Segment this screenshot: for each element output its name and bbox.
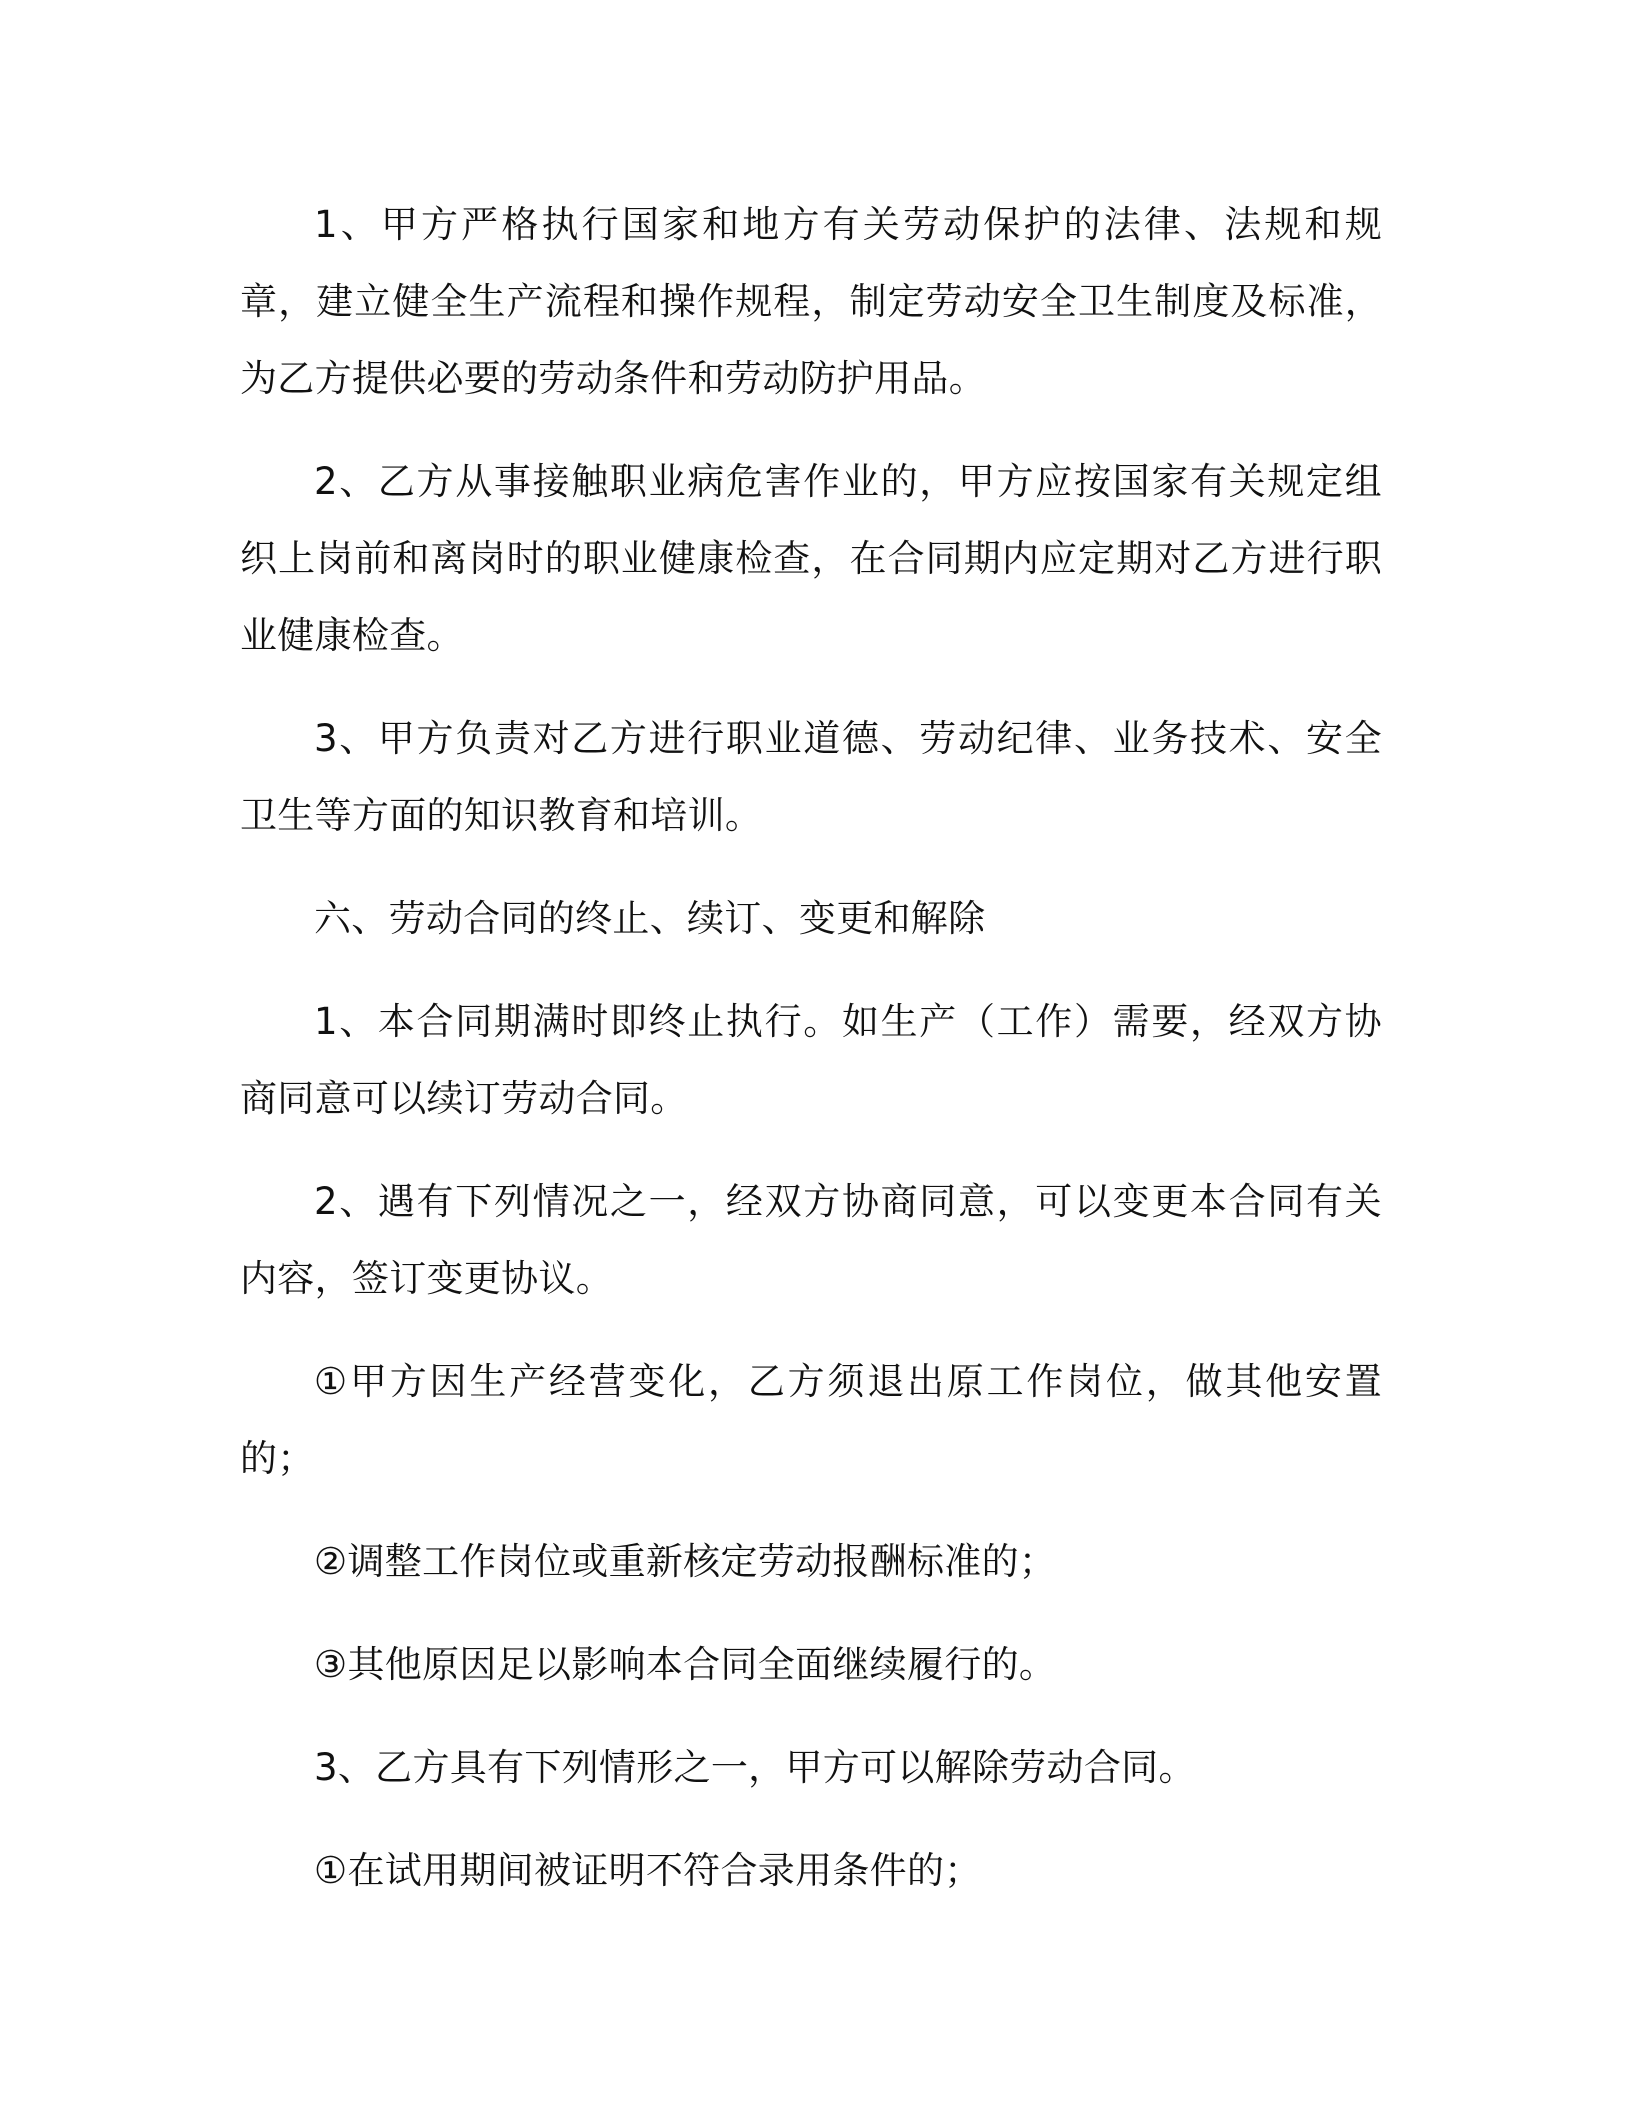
list-item-change-3: ③其他原因足以影响本合同全面继续履行的。 [314, 1643, 1057, 1686]
list-item-change-1: ①甲方因生产经营变化，乙方须退出原工作岗位，做其他安置的； [240, 1360, 1382, 1480]
paragraph-training: 3、甲方负责对乙方进行职业道德、劳动纪律、业务技术、安全卫生等方面的知识教育和培训。 [240, 717, 1382, 837]
paragraph-change: 2、遇有下列情况之一，经双方协商同意，可以变更本合同有关内容，签订变更协议。 [240, 1180, 1382, 1300]
paragraph-renewal: 1、本合同期满时即终止执行。如生产（工作）需要，经双方协商同意可以续订劳动合同。 [240, 1000, 1382, 1120]
paragraph-health-check: 2、乙方从事接触职业病危害作业的，甲方应按国家有关规定组织上岗前和离岗时的职业健康检查，在合同期内应定期对乙方进行职业健康检查。 [240, 460, 1382, 657]
paragraph-termination: 3、乙方具有下列情形之一，甲方可以解除劳动合同。 [314, 1746, 1196, 1789]
section-heading-six: 六、劳动合同的终止、续订、变更和解除 [314, 897, 986, 940]
document-body [240, 186, 1382, 1935]
list-item-termination-1: ①在试用期间被证明不符合录用条件的； [314, 1849, 982, 1892]
list-item-change-2: ②调整工作岗位或重新核定劳动报酬标准的； [314, 1540, 1057, 1583]
paragraph-safety-duty: 1、甲方严格执行国家和地方有关劳动保护的法律、法规和规章，建立健全生产流程和操作规程，制定劳动安全卫生制度及标准，为乙方提供必要的劳动条件和劳动防护用品。 [240, 203, 1382, 400]
